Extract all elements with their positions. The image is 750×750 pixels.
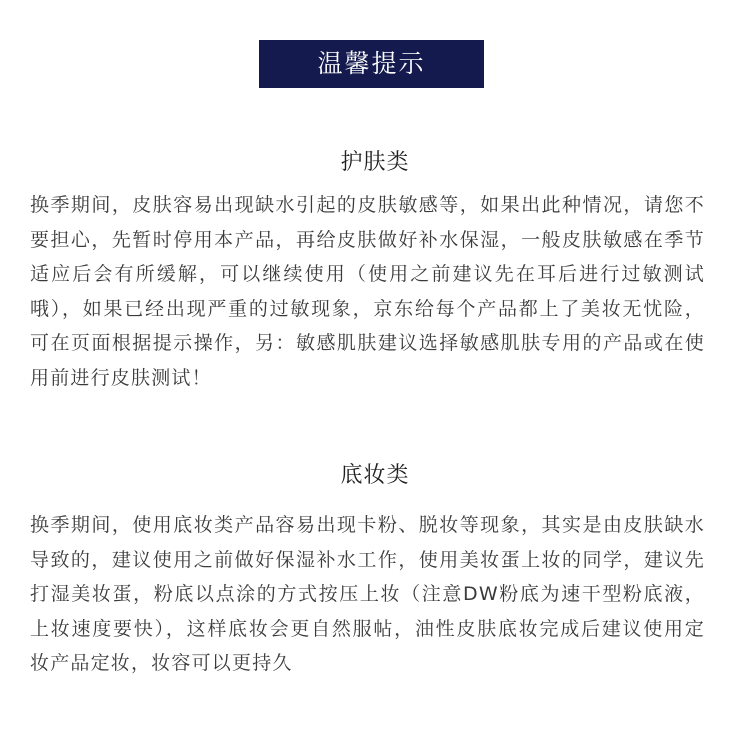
notice-banner xyxy=(259,40,484,88)
section-heading-skincare: 护肤类 xyxy=(340,150,410,175)
section-heading-makeup: 底妆类 xyxy=(340,463,410,488)
section-body-makeup: 换季期间，使用底妆类产品容易出现卡粉、脱妆等现象，其实是由皮肤缺水导致的，建议使用之前做好保湿补水工作，使用美妆蛋上妆的同学，建议先打湿美妆蛋，粉底以点涂的方式按压上妆（注意DW粉底为速干型粉底液，上妆速度要快），这样底妆会更自然服帖，油性皮肤底妆完成后建议使用定妆产品定妆，妆容可以更持久 xyxy=(30,514,705,674)
banner-title: 温馨提示 xyxy=(317,49,426,78)
section-body-skincare: 换季期间，皮肤容易出现缺水引起的皮肤敏感等，如果出此种情况，请您不要担心，先暂时停用本产品，再给皮肤做好补水保湿，一般皮肤敏感在季节适应后会有所缓解，可以继续使用（使用之前建议先在耳后进行过敏测试哦），如果已经出现严重的过敏现象，京东给每个产品都上了美妆无忧险，可在页面根据提示操作，另：敏感肌肤建议选择敏感肌肤专用的产品或在使用前进行皮肤测试！ xyxy=(30,194,705,389)
